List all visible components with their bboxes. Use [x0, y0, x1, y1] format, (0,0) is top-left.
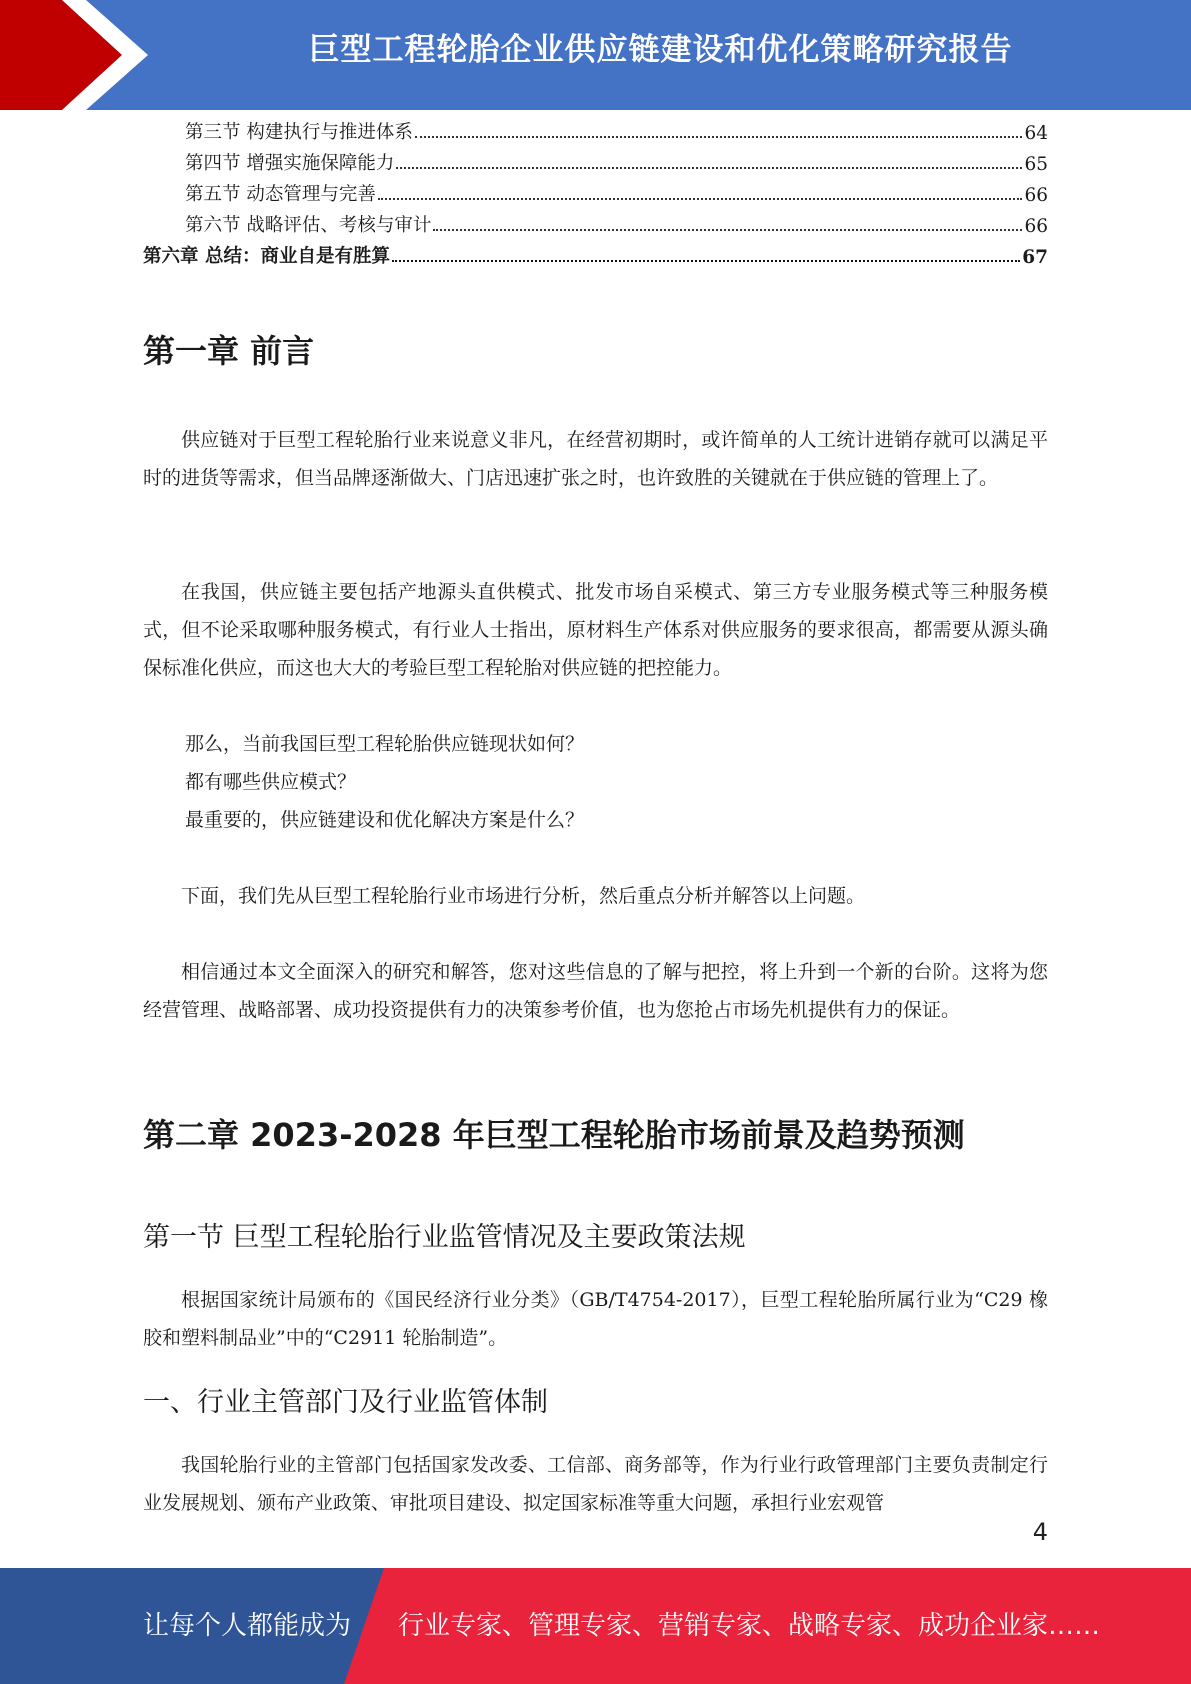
toc-entry-page: 66	[1024, 216, 1048, 237]
footer-slogan-right: 行业专家、管理专家、营销专家、战略专家、成功企业家……	[398, 1611, 1101, 1641]
toc-leader-dots	[415, 136, 1023, 138]
toc-entry-label: 第四节 增强实施保障能力	[185, 153, 395, 174]
toc-entry-label: 第五节 动态管理与完善	[185, 184, 376, 205]
chapter-1-paragraph: 相信通过本文全面深入的研究和解答，您对这些信息的了解与把控，将上升到一个新的台阶。这将为您经营管理、战略部署、成功投资提供有力的决策参考价值，也为您抢占市场先机提供有力的保证。	[143, 961, 1048, 1021]
toc-entry-label: 第六章 总结：商业自是有胜算	[143, 246, 390, 267]
toc-leader-dots	[392, 260, 1020, 262]
page-number: 4	[1032, 1518, 1048, 1546]
toc-entry-label: 第六节 战略评估、考核与审计	[185, 215, 432, 236]
toc-entry[interactable]	[143, 144, 1048, 175]
toc-leader-dots	[396, 167, 1022, 169]
subsection-1-paragraph: 我国轮胎行业的主管部门包括国家发改委、工信部、商务部等，作为行业行政管理部门主要负责制定行业发展规划、颁布产业政策、审批项目建设、拟定国家标准等重大问题，承担行业宏观管	[143, 1454, 1048, 1514]
question-line: 都有哪些供应模式？	[185, 771, 357, 793]
toc-leader-dots	[433, 229, 1022, 231]
toc-entry[interactable]	[143, 113, 1048, 144]
toc-entry-page: 66	[1024, 185, 1048, 206]
toc-entry-page: 64	[1024, 123, 1048, 144]
chapter-1-heading: 第一章 前言	[143, 332, 315, 370]
toc-entry-page: 67	[1022, 247, 1048, 268]
chapter-1-paragraph: 在我国，供应链主要包括产地源头直供模式、批发市场自采模式、第三方专业服务模式等三种服务模式，但不论采取哪种服务模式，有行业人士指出，原材料生产体系对供应服务的要求很高，都需要从源头确保标准化供应，而这也大大的考验巨型工程轮胎对供应链的把控能力。	[143, 581, 1048, 679]
question-line: 最重要的，供应链建设和优化解决方案是什么？	[185, 809, 585, 831]
toc-leader-dots	[378, 198, 1023, 200]
chapter-1-paragraph: 下面，我们先从巨型工程轮胎行业市场进行分析，然后重点分析并解答以上问题。	[181, 885, 866, 907]
chapter-1-paragraph: 供应链对于巨型工程轮胎行业来说意义非凡，在经营初期时，或许简单的人工统计进销存就可以满足平时的进货等需求，但当品牌逐渐做大、门店迅速扩张之时，也许致胜的关键就在于供应链的管理上了。	[143, 429, 1048, 489]
question-line: 那么，当前我国巨型工程轮胎供应链现状如何？	[185, 733, 585, 755]
toc-entry-chapter[interactable]	[143, 237, 1048, 268]
header-title: 巨型工程轮胎企业供应链建设和优化策略研究报告	[308, 32, 1013, 68]
chapter-2-heading: 第二章 2023-2028 年巨型工程轮胎市场前景及趋势预测	[143, 1116, 965, 1154]
toc-entry[interactable]	[143, 175, 1048, 206]
section-1-heading: 第一节 巨型工程轮胎行业监管情况及主要政策法规	[143, 1222, 746, 1253]
subsection-1-heading: 一、行业主管部门及行业监管体制	[143, 1387, 548, 1418]
header-banner	[0, 0, 1191, 110]
toc-entry[interactable]	[143, 206, 1048, 237]
toc-entry-page: 65	[1024, 154, 1048, 175]
toc-entry-label: 第三节 构建执行与推进体系	[185, 122, 413, 143]
footer-banner	[0, 1568, 1191, 1684]
section-1-paragraph: 根据国家统计局颁布的《国民经济行业分类》（GB/T4754-2017），巨型工程轮胎所属行业为“C29 橡胶和塑料制品业”中的“C2911 轮胎制造”。	[143, 1289, 1048, 1349]
footer-slogan-left: 让每个人都能成为	[143, 1611, 352, 1641]
